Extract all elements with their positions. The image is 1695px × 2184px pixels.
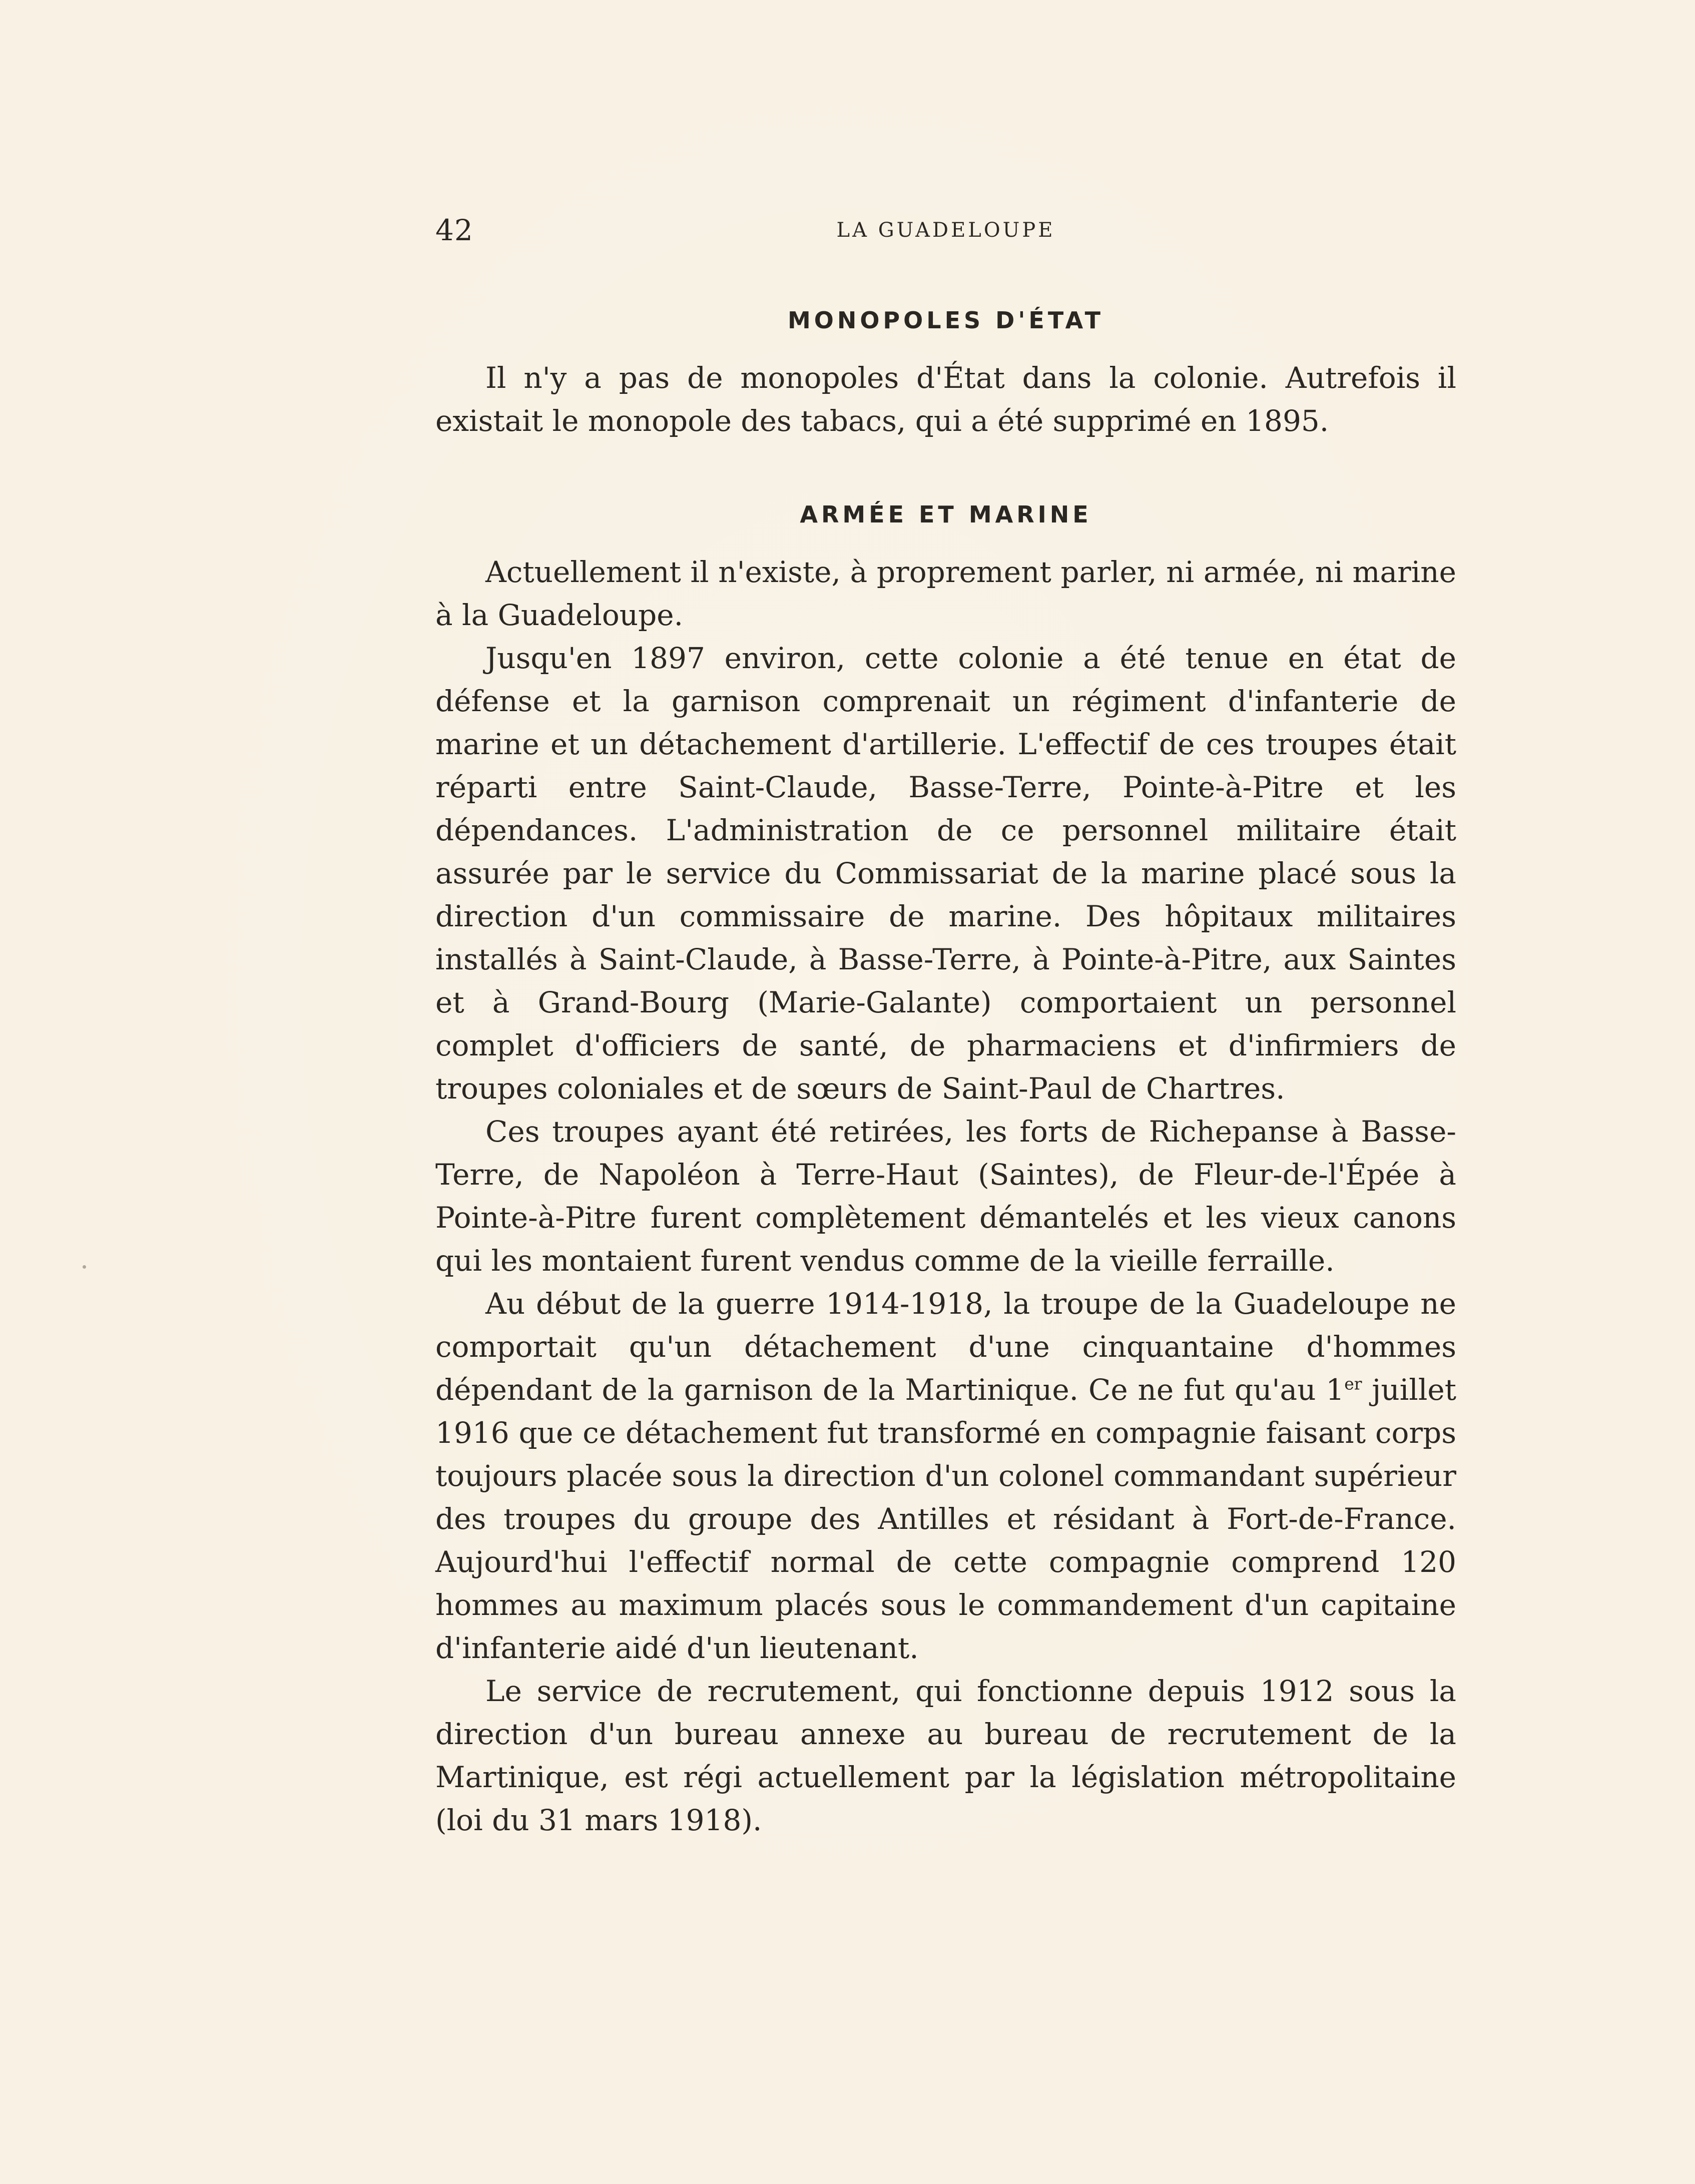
page-header	[435, 205, 1456, 255]
paragraph-4-text-before-superscript: Au début de la guerre 1914-1918, la troupe de la Guadeloupe ne comportait qu'un détachement d'une cinquantaine d'hommes dépendant de la garnison de la Martinique. Ce ne fut qu'au 1	[435, 1287, 1456, 1407]
armee-paragraph-5: Le service de recrutement, qui fonctionne depuis 1912 sous la direction d'un bureau annexe au bureau de recrutement de la Martinique, est régi actuellement par la législation métropolitaine (loi du 31 mars 1918).	[435, 1674, 1456, 1837]
armee-paragraph-2: Jusqu'en 1897 environ, cette colonie a été tenue en état de défense et la garnison comprenait un régiment d'infanterie de marine et un détachement d'artillerie. L'effectif de ces troupes était réparti entre Saint-Claude, Basse-Terre, Pointe-à-Pitre et les dépendances. L'administration de ce personnel militaire était assurée par le service du Commissariat de la marine placé sous la direction d'un commissaire de marine. Des hôpitaux militaires installés à Saint-Claude, à Basse-Terre, à Pointe-à-Pitre, aux Saintes et à Grand-Bourg (Marie-Galante) comportaient un personnel complet d'officiers de santé, de pharmaciens et d'infirmiers de troupes coloniales et de sœurs de Saint-Paul de Chartres.	[435, 641, 1456, 1106]
running-head: LA GUADELOUPE	[836, 219, 1055, 242]
paragraph-4-text-after-superscript: juillet 1916 que ce détachement fut transformé en compagnie faisant corps toujours placée sous la direction d'un colonel commandant supérieur des troupes du groupe des Antilles et résidant à Fort-de-France. Aujourd'hui l'effectif normal de cette compagnie comprend 120 hommes au maximum placés sous le commandement d'un capitaine d'infanterie aidé d'un lieutenant.	[435, 1373, 1457, 1665]
paper-speck	[83, 1265, 86, 1269]
armee-paragraph-3: Ces troupes ayant été retirées, les forts de Richepanse à Basse-Terre, de Napoléon à Terre-Haut (Saintes), de Fleur-de-l'Épée à Pointe-à-Pitre furent complètement démantelés et les vieux canons qui les montaient furent vendus comme de la vieille ferraille.	[435, 1115, 1456, 1278]
section-title-armee-marine: ARMÉE ET MARINE	[800, 501, 1092, 528]
page-number: 42	[435, 213, 473, 247]
armee-paragraph-1: Actuellement il n'existe, à proprement parler, ni armée, ni marine à la Guadeloupe.	[435, 555, 1456, 632]
ordinal-superscript: er	[1344, 1374, 1362, 1394]
section-title-monopoles: MONOPOLES D'ÉTAT	[787, 307, 1104, 334]
armee-paragraph-4	[435, 1282, 1456, 1670]
monopoles-paragraph: Il n'y a pas de monopoles d'État dans la colonie. Autrefois il existait le monopole des tabacs, qui a été supprimé en 1895.	[435, 361, 1456, 438]
page-content	[435, 290, 1456, 1842]
